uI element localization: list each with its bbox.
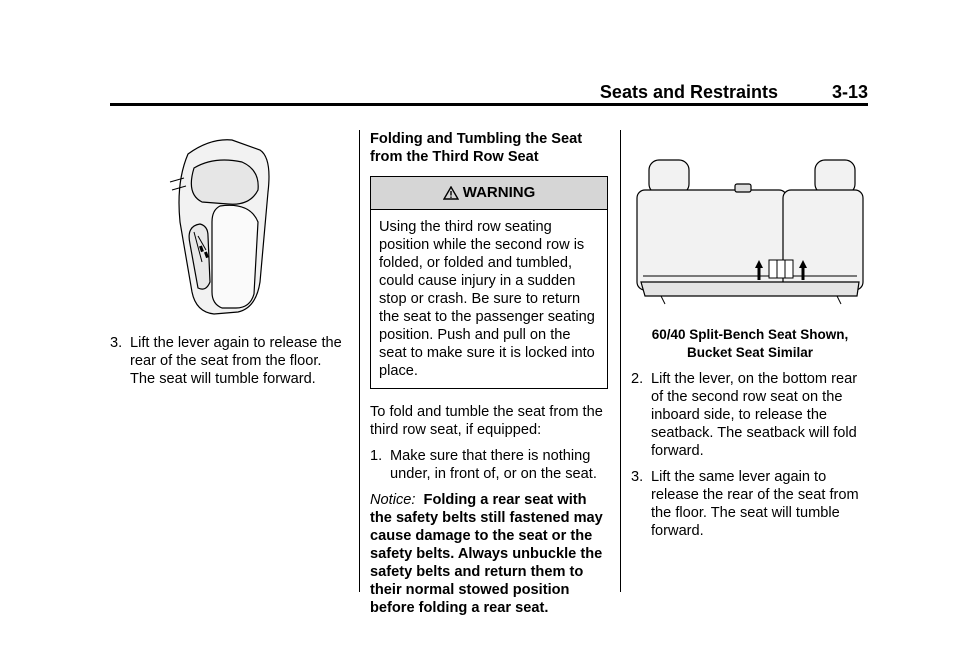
middle-step-1 [370, 447, 608, 483]
step-text: Lift the same lever again to release the rear of the seat from the floor. The seat will tumble forward. [651, 469, 859, 539]
intro-paragraph: To fold and tumble the seat from the third row seat, if equipped: [370, 404, 603, 438]
step-text: Lift the lever again to release the rear of the seat from the floor. The seat will tumble forward. [130, 335, 342, 387]
split-bench-seat-illustration [631, 156, 867, 306]
section-title: Seats and Restraints [599, 82, 778, 102]
folded-seat-illustration [110, 132, 350, 322]
page-header [110, 80, 868, 104]
left-step-3 [110, 334, 350, 388]
notice-text: Folding a rear seat with the safety belts still fastened may cause damage to the seat or the safety belts. Always unbuckle the safety belts and return them to their normal stowed position before folding a rear seat. [370, 492, 603, 616]
page-number: 3-13 [831, 82, 868, 102]
figure-caption [631, 326, 869, 362]
right-step-3 [631, 468, 869, 540]
middle-column [370, 130, 608, 625]
warning-header [371, 177, 607, 210]
right-step-2 [631, 370, 869, 460]
step-text: Lift the lever, on the bottom rear of the second row seat on the inboard side, to release the seatback. The seatback will fold forward. [651, 371, 858, 459]
warning-text: Using the third row seating position while the second row is folded, or folded and tumbled, could cause injury in a sudden stop or crash. Be sure to return the seat to the passenger seating position. Push and pull on the seat to make sure it is locked into place. [379, 219, 595, 379]
notice-label: Notice: [370, 492, 416, 508]
warning-box [370, 176, 608, 389]
step-text: Make sure that there is nothing under, in front of, or on the seat. [390, 448, 597, 482]
column-divider-left [359, 130, 360, 592]
caption-line-1: 60/40 Split-Bench Seat Shown, [651, 327, 849, 342]
warning-label: WARNING [462, 184, 536, 201]
caption-line-2: Bucket Seat Similar [686, 345, 814, 360]
right-column [631, 156, 869, 548]
left-column [110, 132, 350, 396]
header-rule [110, 103, 868, 106]
warning-triangle-icon [443, 186, 459, 200]
step-number: 3. [110, 335, 123, 351]
step-number: 3. [631, 469, 644, 485]
step-number: 2. [631, 371, 644, 387]
step-number: 1. [370, 448, 383, 464]
section-heading: Folding and Tumbling the Seat from the Third Row Seat [370, 131, 583, 165]
column-divider-right [620, 130, 621, 592]
notice-paragraph [370, 491, 608, 617]
